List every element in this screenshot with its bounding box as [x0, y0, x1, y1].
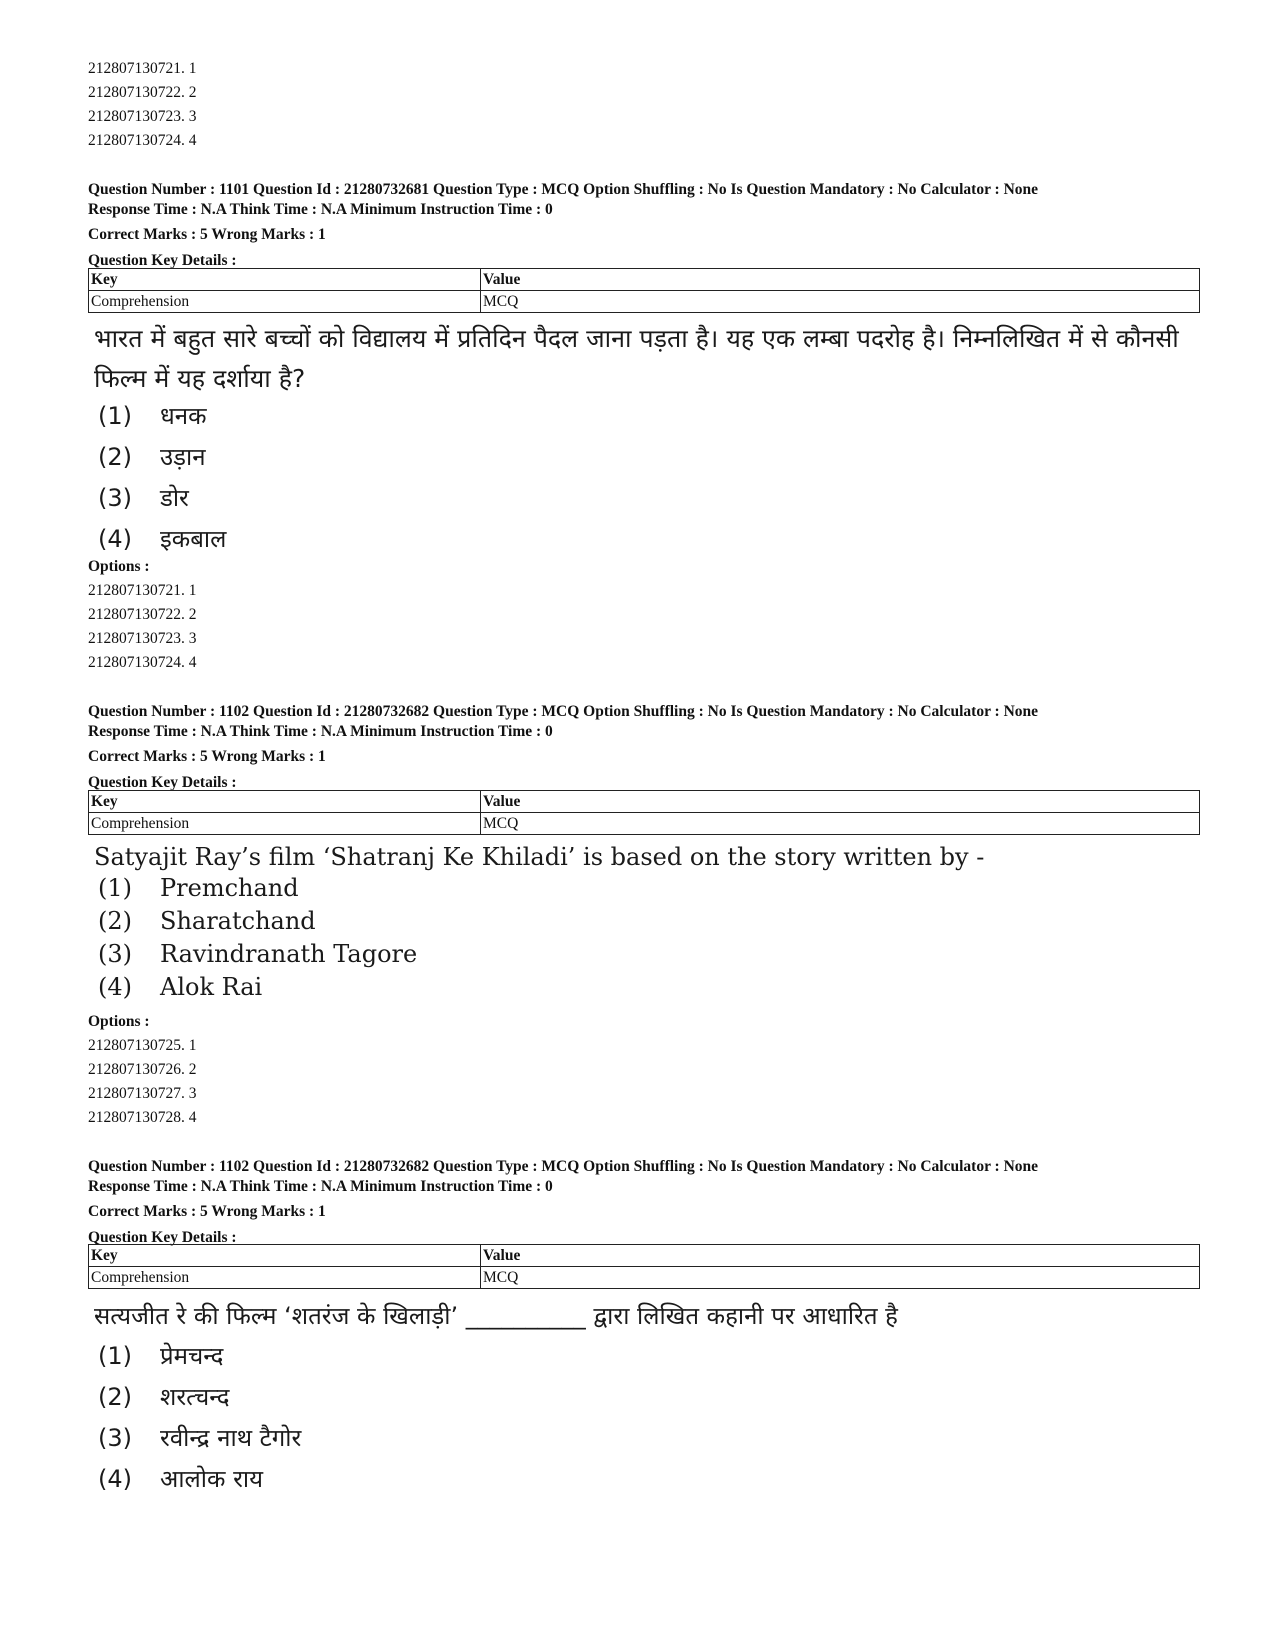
options-list — [88, 555, 197, 675]
top-options-list — [88, 57, 197, 153]
table-header-value: Value — [481, 791, 1200, 813]
question-key-table — [88, 268, 1200, 313]
answer-choice — [98, 938, 417, 971]
option-id: 212807130722. 2 — [88, 84, 197, 101]
question-meta-line: Question Number : 1101 Question Id : 21280732681 Question Type : MCQ Option Shuffling : No Is Question Mandatory : No Calculator : None — [88, 181, 1039, 198]
answer-choice — [98, 1377, 301, 1418]
option-id: 212807130724. 4 — [88, 132, 197, 149]
answer-choices — [98, 396, 226, 560]
question-meta-line: Question Number : 1102 Question Id : 21280732682 Question Type : MCQ Option Shuffling : No Is Question Mandatory : No Calculator : None — [88, 703, 1039, 720]
choice-text: इकबाल — [160, 525, 227, 553]
choice-number: (3) — [98, 940, 132, 968]
answer-choice — [98, 437, 226, 478]
choice-number: (1) — [98, 1342, 132, 1370]
choice-number: (1) — [98, 402, 132, 430]
choice-number: (4) — [98, 525, 132, 553]
question-meta-1102 — [88, 702, 1038, 794]
answer-choice — [98, 519, 226, 560]
option-id: 212807130723. 3 — [88, 630, 197, 647]
table-header-key: Key — [89, 269, 481, 291]
question-key-table — [88, 1244, 1200, 1289]
choice-text: Premchand — [160, 874, 299, 902]
table-header-key: Key — [89, 1245, 481, 1267]
question-text: सत्यजीत रे की फिल्म ‘शतरंज के खिलाड़ी’ __________ द्वारा लिखित कहानी पर आधारित है — [94, 1302, 898, 1330]
choice-text: आलोक राय — [160, 1465, 264, 1493]
question-meta-1102-hindi — [88, 1157, 1038, 1249]
options-label: Options : — [88, 558, 150, 575]
table-cell-key: Comprehension — [89, 1267, 481, 1289]
choice-text: प्रेमचन्द — [160, 1342, 224, 1370]
answer-choice — [98, 1336, 301, 1377]
answer-choice — [98, 1459, 301, 1500]
option-id: 212807130725. 1 — [88, 1037, 197, 1054]
answer-choice — [98, 396, 226, 437]
options-list — [88, 1010, 197, 1130]
question-marks: Correct Marks : 5 Wrong Marks : 1 — [88, 1203, 326, 1220]
table-header-value: Value — [481, 1245, 1200, 1267]
choice-number: (4) — [98, 973, 132, 1001]
option-id: 212807130728. 4 — [88, 1109, 197, 1126]
choice-text: Sharatchand — [160, 907, 316, 935]
options-label: Options : — [88, 1013, 150, 1030]
choice-text: शरत्चन्द — [160, 1383, 230, 1411]
answer-choice — [98, 872, 417, 905]
option-id: 212807130727. 3 — [88, 1085, 197, 1102]
table-header-value: Value — [481, 269, 1200, 291]
question-text: Satyajit Ray’s film ‘Shatranj Ke Khiladi’ is based on the story written by - — [94, 843, 985, 871]
option-id: 212807130721. 1 — [88, 582, 197, 599]
answer-choice — [98, 1418, 301, 1459]
option-id: 212807130726. 2 — [88, 1061, 197, 1078]
answer-choices — [98, 872, 417, 1004]
table-cell-key: Comprehension — [89, 813, 481, 835]
option-id: 212807130722. 2 — [88, 606, 197, 623]
choice-text: धनक — [160, 402, 207, 430]
option-id: 212807130724. 4 — [88, 654, 197, 671]
question-marks: Correct Marks : 5 Wrong Marks : 1 — [88, 226, 326, 243]
choice-number: (4) — [98, 1465, 132, 1493]
option-id: 212807130723. 3 — [88, 108, 197, 125]
choice-number: (3) — [98, 1424, 132, 1452]
choice-text: उड़ान — [160, 443, 206, 471]
question-text: भारत में बहुत सारे बच्चों को विद्यालय में प्रतिदिन पैदल जाना पड़ता है। यह एक लम्बा पदरोह है। निम्नलिखित में से कौनसी फिल्म में यह दर्शाया है? — [94, 324, 1179, 393]
choice-text: Alok Rai — [160, 973, 263, 1001]
choice-text: रवीन्द्र नाथ टैगोर — [160, 1424, 302, 1452]
question-key-details-label: Question Key Details : — [88, 252, 237, 269]
table-cell-key: Comprehension — [89, 291, 481, 313]
choice-number: (3) — [98, 484, 132, 512]
choice-number: (1) — [98, 874, 132, 902]
question-meta-1101 — [88, 180, 1038, 272]
table-cell-value: MCQ — [481, 813, 1200, 835]
question-key-details-label: Question Key Details : — [88, 774, 237, 791]
answer-choices — [98, 1336, 301, 1500]
question-key-table — [88, 790, 1200, 835]
answer-choice — [98, 905, 417, 938]
table-header-key: Key — [89, 791, 481, 813]
question-marks: Correct Marks : 5 Wrong Marks : 1 — [88, 748, 326, 765]
choice-number: (2) — [98, 1383, 132, 1411]
choice-number: (2) — [98, 443, 132, 471]
question-timing-line: Response Time : N.A Think Time : N.A Minimum Instruction Time : 0 — [88, 1178, 553, 1195]
answer-choice — [98, 478, 226, 519]
table-cell-value: MCQ — [481, 291, 1200, 313]
choice-number: (2) — [98, 907, 132, 935]
choice-text: Ravindranath Tagore — [160, 940, 418, 968]
question-timing-line: Response Time : N.A Think Time : N.A Minimum Instruction Time : 0 — [88, 723, 553, 740]
choice-text: डोर — [160, 484, 189, 512]
answer-choice — [98, 971, 417, 1004]
question-timing-line: Response Time : N.A Think Time : N.A Minimum Instruction Time : 0 — [88, 201, 553, 218]
option-id: 212807130721. 1 — [88, 60, 197, 77]
question-meta-line: Question Number : 1102 Question Id : 21280732682 Question Type : MCQ Option Shuffling : No Is Question Mandatory : No Calculator : None — [88, 1158, 1039, 1175]
table-cell-value: MCQ — [481, 1267, 1200, 1289]
question-key-details-label: Question Key Details : — [88, 1229, 237, 1246]
